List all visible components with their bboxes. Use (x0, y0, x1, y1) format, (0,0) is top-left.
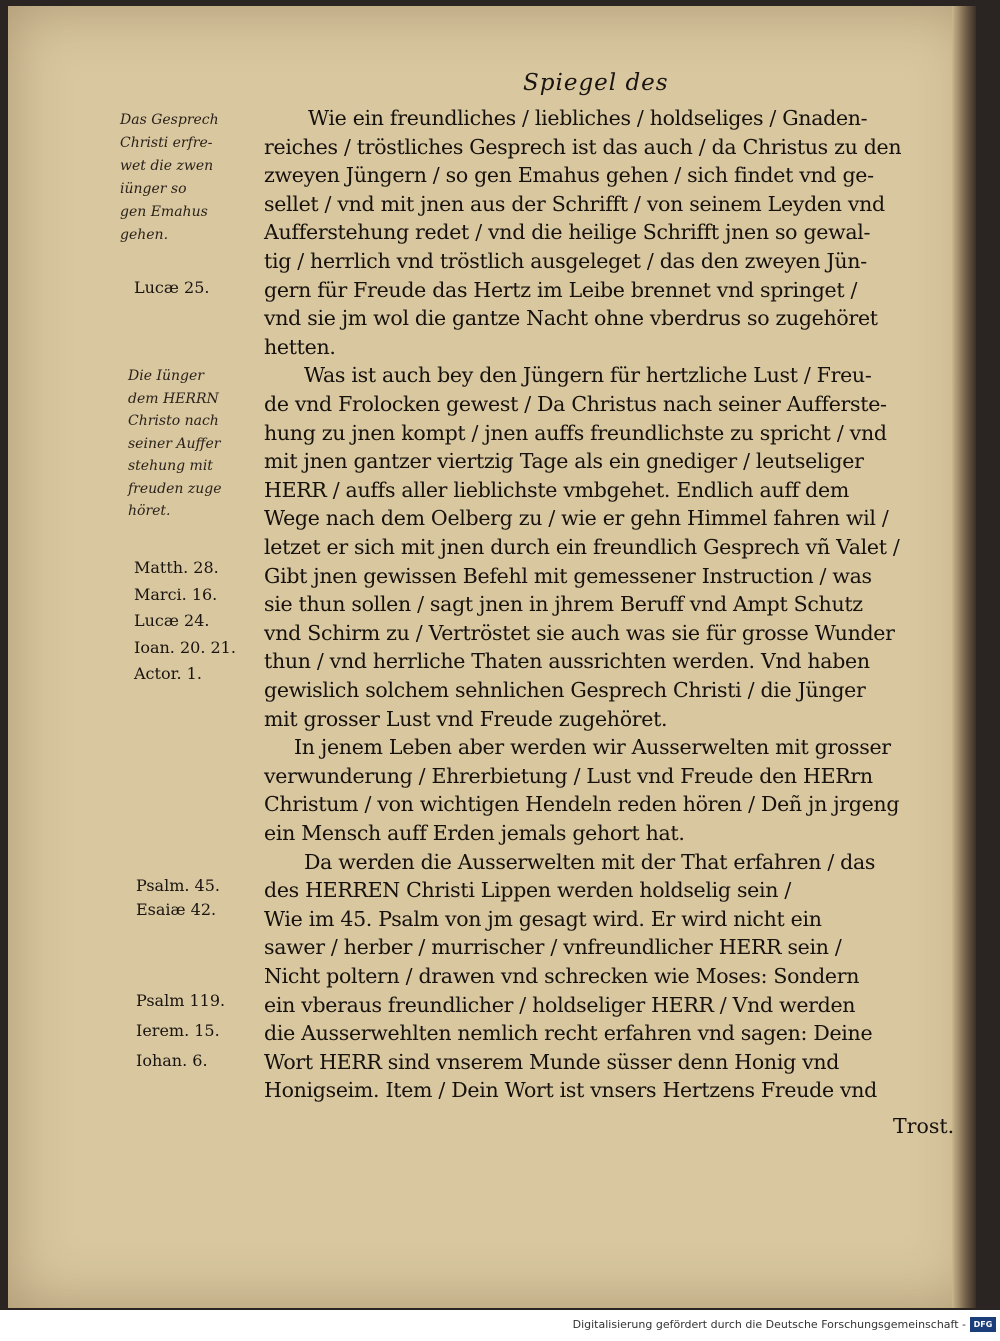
body-line: verwunderung / Ehrerbietung / Lust vnd Freude den HERrn (264, 763, 873, 788)
margin-reference: Matth. 28. (134, 558, 219, 577)
margin-reference: Iohan. 6. (136, 1051, 208, 1070)
body-line: vnd Schirm zu / Vertröstet sie auch was sie für grosse Wunder (264, 620, 895, 645)
body-line: Wie im 45. Psalm von jm gesagt wird. Er wird nicht ein (264, 906, 822, 931)
body-line: Christum / von wichtigen Hendeln reden hören / Deñ jn jrgeng (264, 792, 900, 817)
margin-reference: Psalm 119. (136, 991, 226, 1010)
body-line: gern für Freude das Hertz im Leibe brennet vnd springet / (264, 277, 858, 302)
body-line: Da werden die Ausserwelten mit der That erfahren / das (304, 849, 876, 874)
margin-note-line: gehen. (120, 227, 169, 243)
body-line: Was ist auch bey den Jüngern für hertzliche Lust / Freu- (304, 363, 872, 388)
body-line: sawer / herber / murrischer / vnfreundlicher HERR sein / (264, 935, 842, 960)
body-line: mit jnen gantzer viertzig Tage als ein gnediger / leutseliger (264, 449, 864, 474)
body-line: HERR / auffs aller lieblichste vmbgehet. Endlich auff dem (264, 477, 849, 502)
running-header: Spiegel des (523, 70, 669, 96)
body-line: hetten. (264, 334, 336, 359)
body-line: sie thun sollen / sagt jnen in jhrem Beruff vnd Ampt Schutz (264, 592, 863, 617)
body-line: letzet er sich mit jnen durch ein freundlich Gesprech vñ Valet / (264, 535, 900, 559)
body-line: Wort HERR sind vnserem Munde süsser denn Honig vnd (264, 1049, 840, 1074)
body-line: reiches / tröstliches Gesprech ist das auch / da Christus zu den (264, 134, 902, 159)
margin-note-line: Christo nach (128, 413, 219, 429)
body-line: Aufferstehung redet / vnd die heilige Schrifft jnen so gewal- (264, 220, 871, 245)
margin-reference: Lucæ 24. (134, 611, 210, 630)
body-line: Gibt jnen gewissen Befehl mit gemessener Instruction / was (264, 563, 872, 588)
body-line: Wege nach dem Oelberg zu / wie er gehn Himmel fahren wil / (264, 506, 889, 531)
body-line: de vnd Frolocken gewest / Da Christus nach seiner Aufferste- (264, 392, 887, 416)
margin-note-line: dem HERRN (128, 390, 219, 407)
margin-note-line: gen Emahus (120, 204, 208, 220)
body-line: sellet / vnd mit jnen aus der Schrifft / von seinem Leyden vnd (264, 191, 885, 216)
margin-reference: Psalm. 45. (136, 876, 220, 895)
dfg-logo-icon: DFG (970, 1317, 996, 1332)
margin-note-line: Christi erfre- (120, 135, 213, 151)
body-line: Nicht poltern / drawen vnd schrecken wie Moses: Sondern (264, 964, 860, 988)
margin-note-line: höret. (128, 503, 171, 519)
body-line: Wie ein freundliches / liebliches / holdseliges / Gnaden- (308, 106, 868, 130)
margin-note-line: Die Iünger (128, 368, 204, 384)
body-line: ein Mensch auff Erden jemals gehort hat. (264, 821, 685, 845)
body-line: die Ausserwehlten nemlich recht erfahren vnd sagen: Deine (264, 1021, 873, 1046)
catchword: Trost. (893, 1114, 955, 1138)
footer-text: Digitalisierung gefördert durch die Deutsche Forschungsgemeinschaft - (572, 1318, 966, 1331)
margin-reference: Ierem. 15. (136, 1021, 220, 1040)
margin-reference: Ioan. 20. 21. (134, 637, 236, 657)
margin-note-line: seiner Auffer (128, 435, 221, 452)
margin-reference: Lucæ 25. (134, 278, 210, 297)
body-line: zweyen Jüngern / so gen Emahus gehen / sich findet vnd ge- (264, 163, 874, 188)
body-line: ein vberaus freundlicher / holdseliger HERR / Vnd werden (264, 992, 856, 1017)
margin-note-line: freuden zuge (128, 480, 222, 497)
margin-note-line: wet die zwen (120, 158, 214, 174)
book-page (8, 6, 976, 1308)
margin-reference: Actor. 1. (134, 664, 202, 683)
body-line: des HERREN Christi Lippen werden holdselig sein / (264, 878, 791, 903)
body-line: tig / herrlich vnd tröstlich ausgeleget / das den zweyen Jün- (264, 249, 867, 273)
margin-note-line: Das Gesprech (120, 112, 219, 128)
footer-bar (0, 1310, 1000, 1341)
margin-note-line: iünger so (120, 181, 187, 197)
margin-reference: Esaiæ 42. (136, 900, 217, 919)
margin-reference: Marci. 16. (134, 584, 218, 604)
body-line: thun / vnd herrliche Thaten aussrichten werden. Vnd haben (264, 649, 870, 674)
body-line: hung zu jnen kompt / jnen auffs freundlichste zu spricht / vnd (264, 420, 887, 445)
body-line: gewislich solchem sehnlichen Gesprech Christi / die Jünger (264, 678, 866, 702)
body-line: Honigseim. Item / Dein Wort ist vnsers Hertzens Freude vnd (264, 1078, 878, 1103)
body-line: vnd sie jm wol die gantze Nacht ohne vberdrus so zugehöret (264, 306, 878, 331)
body-line: In jenem Leben aber werden wir Ausserwelten mit grosser (294, 735, 891, 760)
body-line: mit grosser Lust vnd Freude zugehöret. (264, 706, 668, 731)
margin-note-line: stehung mit (128, 458, 213, 474)
